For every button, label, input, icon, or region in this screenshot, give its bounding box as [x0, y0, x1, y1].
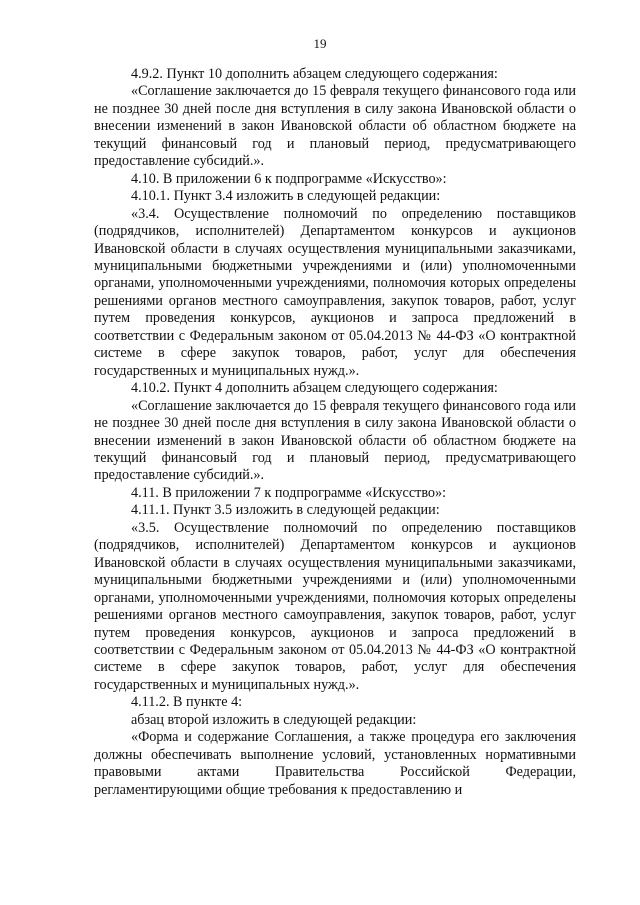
page-number: 19: [313, 36, 327, 51]
clause-3-4-paragraph: «3.4. Осуществление полномочий по определению поставщиков (подрядчиков, исполнителей) Департаментом конкурсов и аукционов Ивановской области в случаях осуществления муниципальными заказчиками, муниципальными бюджетными учреждениями и (или) уполномоченными органами, уполномоченными учреждениями, полномочия которых определены решениями органов местного самоуправления, закупок товаров, работ, услуг путем проведения конкурсов, аукционов и запроса предложений в соответствии с Федеральным законом от 05.04.2013 № 44-ФЗ «О контрактной системе в сфере закупок товаров, работ, услуг для обеспечения государственных и муниципальных нужд.».: [94, 205, 576, 379]
agreement-deadline-paragraph: «Соглашение заключается до 15 февраля текущего финансового года или не позднее 30 дней после дня вступления в силу закона Ивановской области о внесении изменений в закон Ивановской области об областном бюджете на текущий финансовый год и плановый период, предусматривающего предоставление субсидий.».: [94, 83, 576, 170]
paragraph-4-9-2: 4.9.2. Пункт 10 дополнить абзацем следующего содержания:: [131, 66, 498, 82]
clause-3-5-paragraph: «3.5. Осуществление полномочий по определению поставщиков (подрядчиков, исполнителей) Департаментом конкурсов и аукционов Ивановской области в случаях осуществления муниципальными заказчиками, муниципальными бюджетными учреждениями и (или) уполномоченными органами, уполномоченными учреждениями, полномочия которых определены решениями органов местного самоуправления, закупок товаров, работ, услуг путем проведения конкурсов, аукционов и запроса предложений в соответствии с Федеральным законом от 05.04.2013 № 44-ФЗ «О контрактной системе в сфере закупок товаров, работ, услуг для обеспечения государственных и муниципальных нужд.».: [94, 519, 576, 693]
paragraph-4-10-2: 4.10.2. Пункт 4 дополнить абзацем следующего содержания:: [131, 380, 498, 397]
paragraph-4-10-1: 4.10.1. Пункт 3.4 изложить в следующей редакции:: [131, 188, 441, 205]
agreement-form-paragraph: «Форма и содержание Соглашения, а также процедура его заключения должны обеспечивать выполнение условий, установленных нормативными правовыми актами Правительства Российской Федерации, регламентирующими общие требования к предоставлению и: [94, 729, 576, 798]
second-subparagraph-intro: абзац второй изложить в следующей редакции:: [131, 711, 417, 728]
paragraph-4-11-2: 4.11.2. В пункте 4:: [131, 694, 243, 711]
agreement-deadline-paragraph: «Соглашение заключается до 15 февраля текущего финансового года или не позднее 30 дней после дня вступления в силу закона Ивановской области о внесении изменений в закон Ивановской области об областном бюджете на текущий финансовый год и плановый период, предусматривающего предоставление субсидий.».: [94, 397, 576, 484]
paragraph-4-11-1: 4.11.1. Пункт 3.5 изложить в следующей редакции:: [131, 502, 440, 519]
document-body: [94, 66, 576, 799]
paragraph-4-11: 4.11. В приложении 7 к подпрограмме «Искусство»:: [131, 484, 447, 501]
paragraph-4-10: 4.10. В приложении 6 к подпрограмме «Искусство»:: [131, 170, 447, 187]
